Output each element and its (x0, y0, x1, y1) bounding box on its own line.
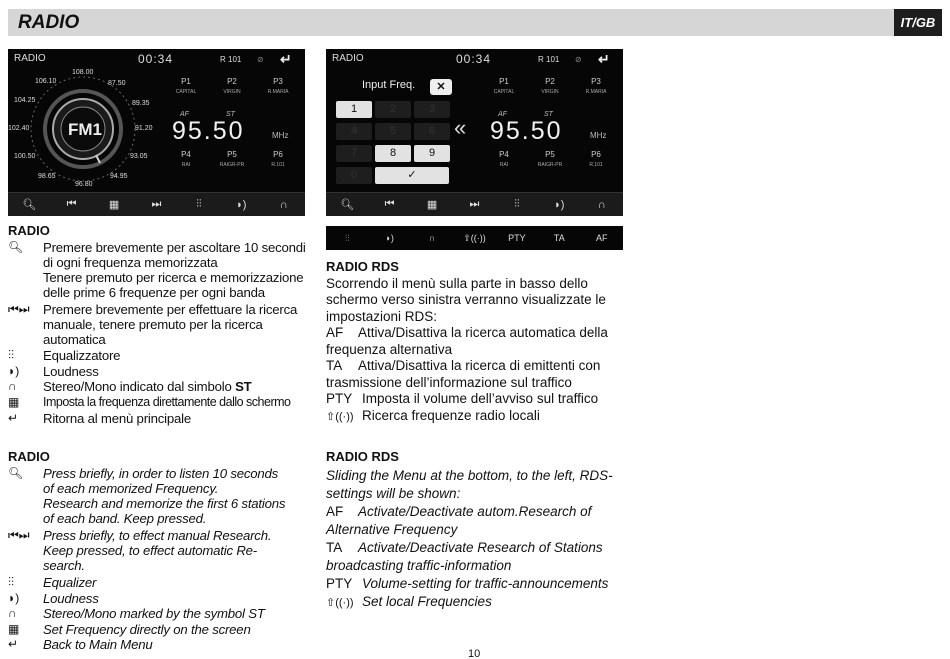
keypad-key[interactable]: 2 (375, 101, 411, 118)
preset-button[interactable]: P4 RAI (499, 150, 509, 168)
headphones-icon[interactable]: ∩ (279, 198, 288, 211)
instruction-line: Imposta la frequenza direttamente dallo schermo (43, 395, 291, 409)
band-label: FM1 (68, 120, 102, 139)
af-indicator: AF (180, 111, 189, 118)
instruction-line: of each band. Keep pressed. (43, 511, 207, 526)
keypad-key[interactable]: 0 (336, 167, 372, 184)
dial-freq: 104.25 (14, 97, 36, 104)
instruction-line: Loudness (43, 364, 99, 379)
section-title: RADIO (8, 449, 50, 464)
instruction-line: Tenere premuto per ricerca e memorizzazione (43, 270, 304, 285)
search-icon: 🔍︎ (8, 466, 24, 480)
return-arrow-icon: ↵ (8, 637, 19, 651)
next-icon[interactable]: ⏭ (469, 198, 480, 210)
instruction-line: Research and memorize the first 6 stations (43, 496, 286, 511)
instruction-line: Equalizzatore (43, 348, 121, 363)
frequency-display: 95.50 (490, 117, 563, 145)
instruction-line: Keep pressed, to effect automatic Re- (43, 543, 257, 558)
frequency-display: 95.50 (172, 117, 245, 145)
paragraph-line: ⇧((·)) Ricerca frequenze radio locali (326, 408, 626, 426)
screen-title: RADIO (332, 53, 364, 64)
instruction-line: Set Frequency directly on the screen (43, 622, 251, 637)
return-arrow-icon: ↵ (8, 411, 19, 425)
language-badge: IT/GB (894, 9, 942, 36)
paragraph-line: settings will be shown: (326, 486, 461, 501)
preset-button[interactable]: P2 VIRGIN (541, 77, 559, 95)
dial-freq: 100.50 (14, 153, 36, 160)
dial-freq: 91.20 (135, 125, 153, 132)
screen-title: RADIO (14, 53, 46, 64)
instruction-line: Premere brevemente per effettuare la ricerca (43, 302, 298, 317)
prev-icon[interactable]: ⏮ (66, 198, 77, 210)
instruction-line: Press briefly, to effect manual Research. (43, 528, 272, 543)
paragraph-line: Scorrendo il menù sulla parte in basso dello (326, 276, 588, 291)
dial-freq: 96.80 (75, 181, 93, 188)
local-freq-icon[interactable]: ⇧((·)) (463, 232, 486, 243)
input-frequency-screenshot (326, 49, 623, 216)
paragraph-line: broadcasting traffic-information (326, 558, 512, 573)
pty-button[interactable]: PTY (508, 233, 526, 243)
instruction-line: Press briefly, in order to listen 10 seconds (43, 466, 279, 481)
equalizer-icon[interactable]: ⫶⫶ (514, 198, 520, 210)
clock: 00:34 (456, 52, 492, 66)
equalizer-icon[interactable]: ⫶⫶ (196, 198, 202, 210)
section-title: RADIO (8, 223, 50, 238)
page-title: RADIO (18, 12, 80, 33)
preset-button[interactable]: P5 RAIGR-PR (219, 150, 245, 168)
paragraph-line: ⇧((·)) Set local Frequencies (326, 593, 626, 612)
keypad-key[interactable]: 4 (336, 123, 372, 140)
st-indicator: ST (544, 111, 553, 118)
instruction-line: of each memorized Frequency. (43, 481, 219, 496)
dial-freq: 89.35 (132, 100, 150, 107)
instruction-line: Ritorna al menù principale (43, 411, 192, 426)
collapse-chevron-icon[interactable]: « (454, 115, 467, 140)
preset-button[interactable]: P1 CAPITAL (493, 77, 515, 95)
instruction-line: Stereo/Mono indicato dal simbolo ST (43, 379, 252, 394)
dial-freq: 94.95 (110, 173, 128, 180)
preset-button[interactable]: P3 R.MARIA (267, 77, 289, 95)
instruction-line: search. (43, 558, 85, 573)
paragraph-line: PTY Volume-setting for traffic-announcements (326, 576, 609, 591)
radio-screenshot (8, 49, 305, 216)
instruction-line: Equalizer (43, 575, 97, 590)
instruction-line: di ogni frequenza memorizzata (43, 255, 218, 270)
mute-icon: ⊘ (575, 55, 582, 64)
equalizer-icon: ⫶⫶ (8, 575, 15, 589)
section-title: RADIO RDS (326, 449, 399, 464)
instruction-line: delle prime 6 frequenze per ogni banda (43, 285, 265, 300)
dial-freq: 87.50 (108, 80, 126, 87)
paragraph-line: AF Attiva/Disattiva la ricerca automatica della (326, 325, 608, 340)
preset-button[interactable]: P6 R.101 (271, 150, 285, 168)
preset-button[interactable]: P5 RAIGR-PR (537, 150, 563, 168)
headphones-icon: ∩ (8, 379, 17, 393)
paragraph-line: TA Attiva/Disattiva la ricerca di emittenti con (326, 358, 601, 373)
paragraph-line: TA Activate/Deactivate Research of Stations (326, 540, 603, 555)
af-indicator: AF (498, 111, 507, 118)
keypad-icon: ▦ (8, 395, 20, 409)
seek-icon: ⏮⏭ (8, 302, 30, 316)
keypad-key[interactable]: 8 (375, 145, 411, 162)
instruction-line: Back to Main Menu (43, 637, 153, 652)
section-title: RADIO RDS (326, 259, 399, 274)
equalizer-icon[interactable]: ⫶⫶ (344, 232, 350, 243)
keypad-icon: ▦ (8, 622, 20, 636)
keypad-icon[interactable]: ▦ (108, 199, 120, 211)
paragraph-line: Sliding the Menu at the bottom, to the left, RDS- (326, 468, 613, 483)
instruction-line: manuale, tenere premuto per la ricerca (43, 317, 263, 332)
bottom-toolbar (326, 192, 623, 216)
ta-button[interactable]: TA (553, 233, 565, 243)
frequency-unit: MHz (590, 131, 607, 140)
headphones-icon: ∩ (8, 606, 17, 620)
dial-freq: 102.40 (8, 125, 30, 132)
keypad-key[interactable]: 7 (336, 145, 372, 162)
preset-button[interactable]: P4 RAI (181, 150, 191, 168)
local-freq-icon: ⇧((·)) (326, 597, 354, 609)
return-arrow-icon: ↵ (280, 51, 292, 67)
prev-icon[interactable]: ⏮ (384, 198, 395, 210)
mute-icon: ⊘ (257, 55, 264, 64)
loudness-icon[interactable]: ◗) (236, 198, 247, 211)
search-icon[interactable]: 🔍︎ (340, 199, 355, 211)
instruction-line: automatica (43, 332, 106, 347)
local-freq-icon: ⇧((·)) (326, 411, 354, 423)
keypad-key[interactable]: 3 (414, 101, 450, 118)
loudness-icon[interactable]: ◗) (554, 198, 565, 211)
keypad-key[interactable]: 9 (414, 145, 450, 162)
equalizer-icon: ⫶⫶ (8, 348, 15, 362)
clock: 00:34 (138, 52, 174, 66)
next-icon[interactable]: ⏭ (151, 198, 162, 210)
search-icon: 🔍︎ (8, 240, 24, 254)
input-freq-label: Input Freq. (362, 79, 416, 91)
paragraph-line: impostazioni RDS: (326, 309, 438, 324)
paragraph-line: frequenza alternativa (326, 342, 453, 357)
dial-freq: 106.10 (35, 78, 57, 85)
instruction-line: Premere brevemente per ascoltare 10 secondi (43, 240, 306, 255)
rds-toolbar (326, 226, 623, 250)
bottom-toolbar (8, 192, 305, 216)
confirm-key[interactable]: ✓ (375, 167, 449, 184)
headphones-icon[interactable]: ∩ (428, 233, 436, 243)
st-indicator: ST (226, 111, 235, 118)
paragraph-line: PTY Imposta il volume dell’avviso sul traffico (326, 391, 599, 406)
keypad-key[interactable]: 5 (375, 123, 411, 140)
page-header (8, 9, 942, 36)
search-icon[interactable]: 🔍︎ (22, 199, 37, 211)
loudness-icon[interactable]: ◗) (385, 233, 394, 243)
close-icon[interactable]: ✕ (430, 79, 452, 95)
paragraph-line: trasmissione dell’informazione sul traffico (326, 375, 572, 390)
instruction-line: Stereo/Mono marked by the symbol ST (43, 606, 265, 621)
dial-freq: 98.65 (38, 173, 56, 180)
paragraph-line: AF Activate/Deactivate autom.Research of (326, 504, 592, 519)
page-number: 10 (468, 648, 481, 659)
dial-freq: 108.00 (72, 69, 94, 76)
af-button[interactable]: AF (595, 233, 608, 243)
preset-button[interactable]: P1 CAPITAL (175, 77, 197, 95)
return-arrow-icon: ↵ (598, 51, 610, 67)
station-name: R 101 (538, 55, 560, 64)
keypad-icon[interactable]: ▦ (426, 199, 438, 211)
frequency-unit: MHz (272, 131, 289, 140)
dial-freq: 93.05 (130, 153, 148, 160)
paragraph-line: schermo verso sinistra verranno visualizzate le (326, 292, 606, 307)
station-name: R 101 (220, 55, 242, 64)
preset-button[interactable]: P2 VIRGIN (223, 77, 241, 95)
instruction-line: Loudness (43, 591, 99, 606)
paragraph-line: Alternative Frequency (326, 522, 458, 537)
loudness-icon: ◗) (8, 591, 20, 605)
keypad-key[interactable]: 1 (336, 101, 372, 118)
preset-button[interactable]: P6 R.101 (589, 150, 603, 168)
loudness-icon: ◗) (8, 364, 20, 378)
preset-button[interactable]: P3 R.MARIA (585, 77, 607, 95)
headphones-icon[interactable]: ∩ (597, 198, 606, 211)
seek-icon: ⏮⏭ (8, 528, 30, 542)
keypad-key[interactable]: 6 (414, 123, 450, 140)
